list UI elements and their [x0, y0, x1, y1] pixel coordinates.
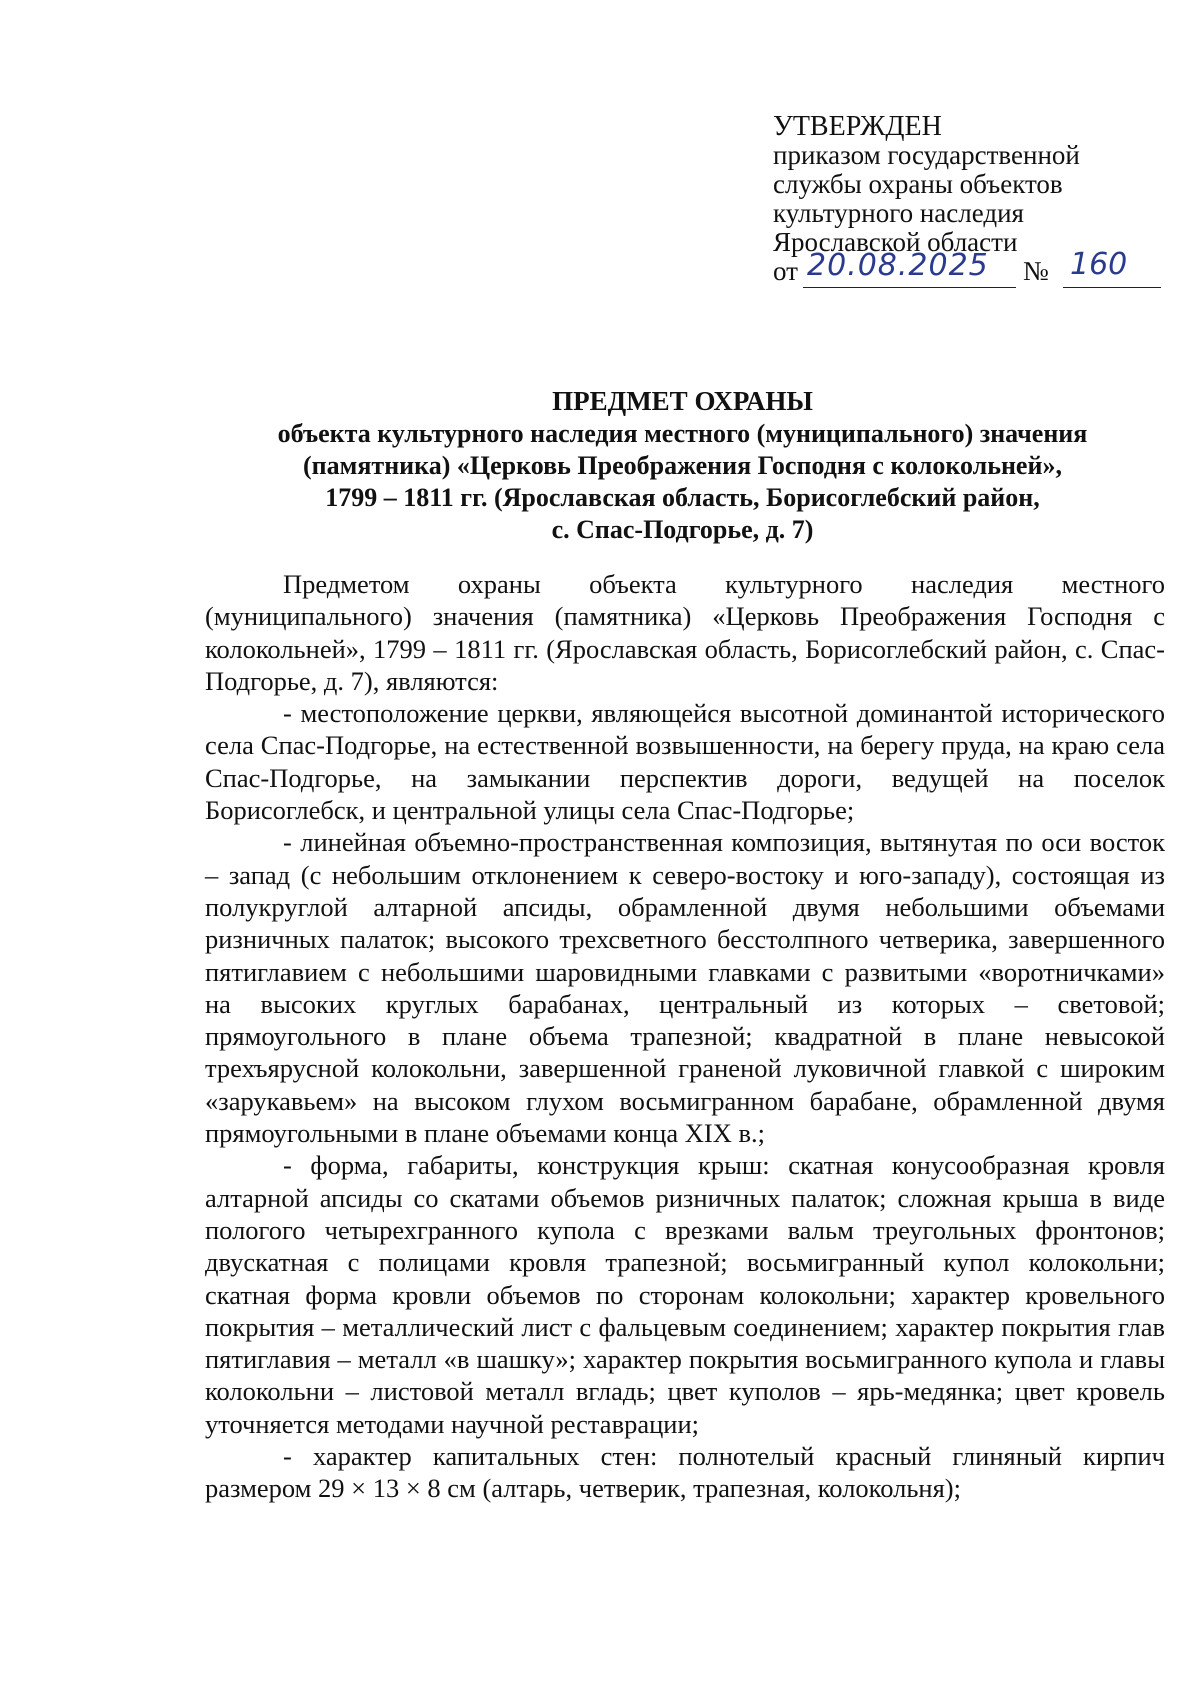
approval-line: приказом государственной [773, 140, 1080, 170]
title-line: (памятника) «Церковь Преображения Господня с колокольней», [303, 451, 1062, 480]
approval-block [773, 112, 1153, 291]
approval-line: Ярославской области [773, 227, 1018, 257]
date-prefix: от [773, 256, 798, 286]
document-title-block [195, 384, 1170, 546]
body-paragraph: - форма, габариты, конструкция крыш: скатная конусообразная кровля алтарной апсиды со скатами объемов ризничных палаток; сложная крыша в виде пологого четырехгранного купола с врезками вальм треугольных фронтонов; двускатная с полицами кровля трапезной; восьмигранный купол колокольни; скатная форма кровли объемов по сторонам колокольни; характер кровельного покрытия – металлический лист с фальцевым соединением; характер покрытия глав пятиглавия – металл «в шашку»; характер покрытия восьмигранного купола и главы колокольни – листовой металл вгладь; цвет куполов – ярь-медянка; цвет кровель уточняется методами научной реставрации; [205, 1150, 1165, 1439]
body-paragraph: - местоположение церкви, являющейся высотной доминантой исторического села Спас-Подгорье, на естественной возвышенности, на берегу пруда, на краю села Спас-Подгорье, на замыкании перспектив дороги, ведущей на поселок Борисоглебск, и центральной улицы села Спас-Подгорье; [205, 698, 1165, 826]
approval-date-number-row [773, 247, 1153, 291]
title-line: объекта культурного наследия местного (муниципального) значения [277, 419, 1088, 448]
handwritten-date: 20.08.2025 [807, 248, 989, 283]
document-body [205, 568, 1165, 1505]
approval-line: культурного наследия [773, 198, 1024, 228]
body-paragraph: - характер капитальных стен: полнотелый красный глиняный кирпич размером 29 × 13 × 8 см (алтарь, четверик, трапезная, колокольня); [205, 1441, 1165, 1504]
body-paragraph: Предметом охраны объекта культурного наследия местного (муниципального) значения (памятника) «Церковь Преображения Господня с колокольней», 1799 – 1811 гг. (Ярославская область, Борисоглебский район, с. Спас-Подгорье, д. 7), являются: [205, 569, 1165, 696]
body-paragraph: - линейная объемно-пространственная композиция, вытянутая по оси восток – запад (с небольшим отклонением к северо-востоку и юго-западу), состоящая из полукруглой алтарной апсиды, обрамленной двумя небольшими объемами ризничных палаток; высокого трехсветного бесстолпного четверика, завершенного пятиглавием с небольшими шаровидными главками с развитыми «воротничками» на высоких круглых барабанах, центральный из которых – световой; прямоугольного в плане объема трапезной; квадратной в плане невысокой трехъярусной колокольни, завершенной граненой луковичной главкой с широким «зарукавьем» на высоком глухом восьмигранном барабане, обрамленной двумя прямоугольными в плане объемами конца XIX в.; [205, 827, 1165, 1149]
title-line: с. Спас-Подгорье, д. 7) [551, 515, 814, 544]
document-title: ПРЕДМЕТ ОХРАНЫ [552, 386, 813, 416]
approval-line: службы охраны объектов [773, 169, 1063, 199]
approval-heading: УТВЕРЖДЕН [773, 111, 942, 142]
title-line: 1799 – 1811 гг. (Ярославская область, Борисоглебский район, [325, 483, 1040, 512]
handwritten-number: 160 [1070, 247, 1128, 282]
number-label: № [1023, 256, 1049, 286]
